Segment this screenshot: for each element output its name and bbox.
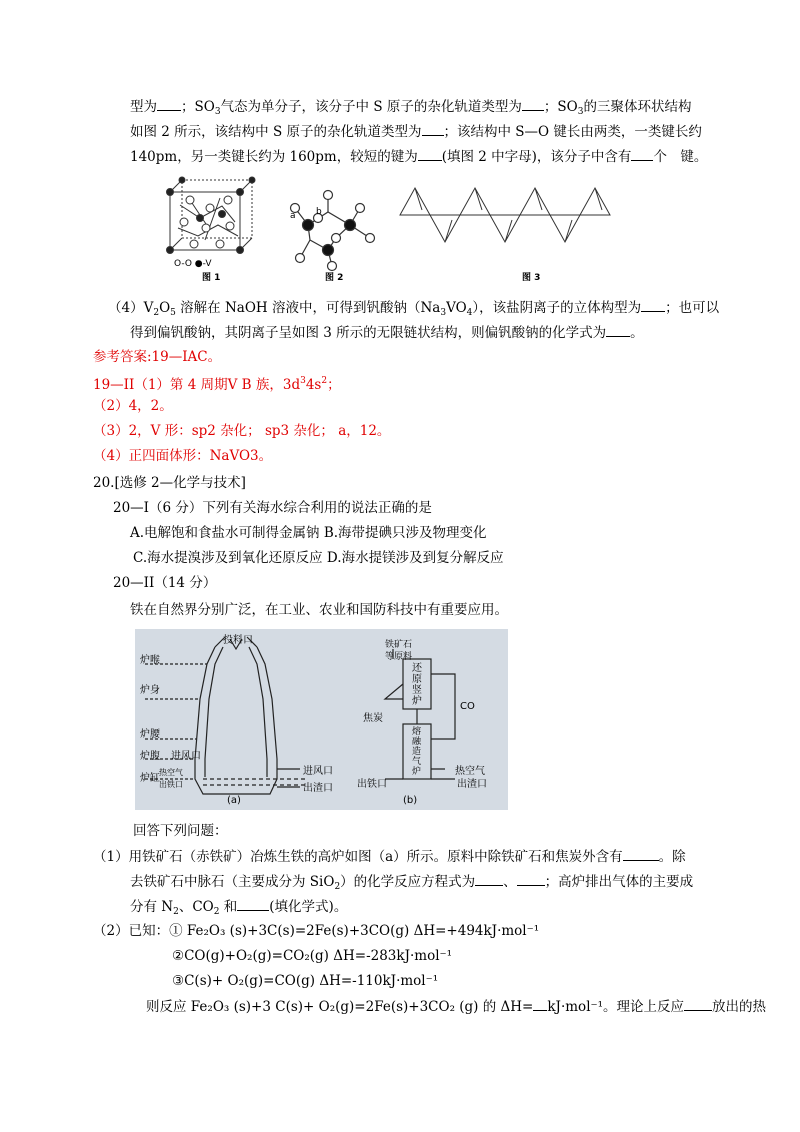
q20-i-stem: 20—I（6 分）下列有关海水综合利用的说法正确的是 (113, 500, 432, 516)
label-reduction-shaft: 还原竖炉 (412, 663, 422, 707)
label-belly: 炉腰 (140, 729, 160, 740)
q20-part1-line2: 去铁矿石中脉石（主要成分为 SiO$_2$）的化学反应方程式为 、 ；高炉排出气体的主要成 (130, 874, 694, 892)
answer-blank[interactable] (606, 323, 630, 337)
q19-part4-line2: 得到偏钒酸钠，其阴离子呈如图 3 所示的无限链状结构，则偏钒酸钠的化学式为 。 (130, 325, 644, 341)
q20-ii-header: 20—II（14 分） (113, 575, 217, 591)
label-bosh: 炉腹 (140, 751, 160, 762)
label-slag-outlet-b: 出渣口 (457, 779, 487, 790)
answer-blank[interactable] (418, 147, 442, 161)
q20-options-ab: A.电解饱和食盐水可制得金属钠 B.海带提碘只涉及物理变化 (130, 525, 487, 541)
answer-19-ii-1: 19—II（1）第 4 周期Ⅴ B 族，$3d^34s^2$； (93, 376, 341, 393)
answer-blank[interactable] (517, 872, 545, 886)
answer-blank[interactable] (533, 997, 547, 1011)
label-feed-port: 投料口 (223, 635, 253, 646)
q20-part2-question: 则反应 Fe₂O₃ (s)+3 C(s)+ O₂(g)=2Fe(s)+3CO₂ (g) 的 ΔH= kJ·mol⁻¹。理论上反应 放出的热 (146, 999, 767, 1015)
q20-part2-eq2: ②CO(g)+O₂(g)=CO₂(g) ΔH=-283kJ·mol⁻¹ (172, 948, 453, 964)
label-iron-ore: 铁矿石 (385, 640, 413, 650)
answer-19-ii-3: （3）2，V 形：sp2 杂化； sp3 杂化； a，12。 (93, 423, 391, 439)
label-air-inlet: 进风口 (303, 766, 333, 777)
answer-blank[interactable] (157, 97, 181, 111)
structure-figures (160, 170, 630, 285)
label-coke: 焦炭 (363, 713, 383, 724)
answer-blank[interactable] (475, 872, 503, 886)
answer-blank[interactable] (623, 847, 659, 861)
label-iron-outlet-a: 出铁口 (159, 780, 183, 789)
q20-part2-eq3: ③C(s)+ O₂(g)=CO(g) ΔH=-110kJ·mol⁻¹ (172, 973, 439, 989)
label-tuyere-left: 进风口 (171, 751, 201, 762)
reference-answer: 参考答案:19—IAC。 (93, 349, 222, 365)
figure-1-crystal (167, 177, 256, 254)
answer-blank[interactable] (641, 298, 665, 312)
answer-blank[interactable] (522, 97, 544, 111)
label-raw-material: 等原料 (385, 652, 413, 662)
q20-intro: 铁在自然界分别广泛，在工业、农业和国防科技中有重要应用。 (130, 602, 508, 618)
figure-a-caption: (a) (227, 795, 241, 806)
answer-blank[interactable] (237, 897, 269, 911)
label-hearth: 炉缸 (140, 773, 160, 784)
label-co: CO (460, 701, 475, 712)
figure-3-caption: 图 3 (522, 273, 541, 283)
label-throat: 炉喉 (140, 655, 160, 666)
q19-part4-line1: $(4)V_2O_5$ 溶解在 NaOH 溶液中，可得到钒酸钠$(Na_3VO_4)$，该盐阴离子的立体构型为 ；也可以 (108, 300, 720, 318)
furnace-figure (135, 629, 508, 810)
answer-19-ii-4: （4）正四面体形：NaVO3。 (93, 448, 273, 464)
answer-19-ii-2: （2）4，2。 (93, 398, 173, 414)
figure-2-label-b: b (316, 207, 322, 217)
answer-blank[interactable] (684, 997, 712, 1011)
label-slag-outlet-a: 出渣口 (303, 783, 333, 794)
figure-2-caption: 图 2 (325, 273, 344, 283)
q19-line1: 型为 ；$SO_3$气态为单分子，该分子中 S 原子的杂化轨道类型为 ；$SO_3$的三聚体环状结构 (130, 99, 692, 117)
answer-blank[interactable] (631, 147, 653, 161)
q20-header: 20.[选修 2—化学与技术] (93, 475, 246, 491)
figure-1-legend: O-O ●-V (174, 259, 212, 269)
label-shaft: 炉身 (140, 685, 160, 696)
q20-part1-line1: （1）用铁矿石（赤铁矿）冶炼生铁的高炉如图（a）所示。原料中除铁矿石和焦炭外含有 。除 (93, 849, 686, 865)
figure-1-caption: 图 1 (202, 273, 221, 283)
figure-b-caption: (b) (403, 795, 418, 806)
q19-line3: 140pm，另一类键长约为 160pm，较短的键为 (填图 2 中字母)，该分子中含有 个 键。 (130, 149, 708, 165)
answer-blank[interactable] (422, 122, 444, 136)
figure-2-trimer (291, 191, 375, 271)
answer-prompt: 回答下列问题： (133, 823, 228, 839)
q19-line2: 如图 2 所示，该结构中 S 原子的杂化轨道类型为 ；该结构中 S—O 键长由两类，一类键长约 (130, 124, 702, 140)
label-melter-gasifier: 熔融造气炉 (412, 727, 422, 777)
q20-part1-line3: 分有 $N_2$、$CO_2$ 和 (填化学式)。 (130, 899, 348, 917)
figure-2-label-a: a (290, 211, 296, 221)
figure-3-chain (400, 188, 610, 242)
q20-options-cd: C.海水提溴涉及到氧化还原反应 D.海水提镁涉及到复分解反应 (133, 550, 504, 566)
q20-part2-eq1: （2）已知：① Fe₂O₃ (s)+3C(s)=2Fe(s)+3CO(g) ΔH=+494kJ·mol⁻¹ (93, 923, 540, 939)
label-hot-air-b: 热空气 (455, 766, 485, 777)
label-hot-air-a: 热空气 (159, 768, 183, 777)
label-iron-outlet-b: 出铁口 (357, 779, 387, 790)
